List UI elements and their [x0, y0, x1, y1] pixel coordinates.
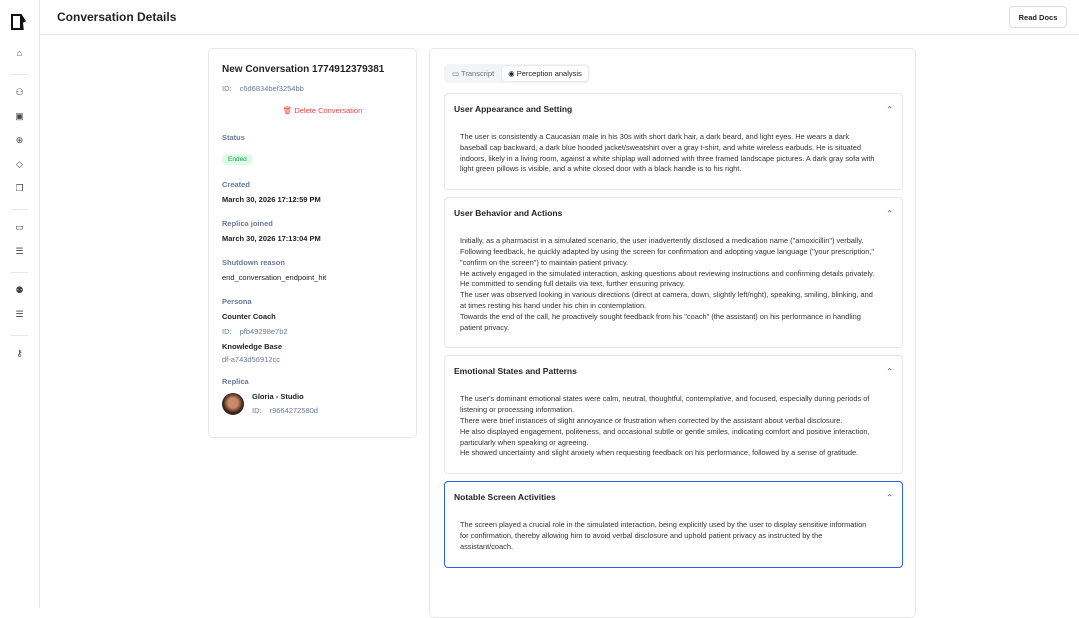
persona-id [222, 327, 403, 336]
read-docs-button[interactable]: Read Docs [1009, 6, 1067, 28]
divider [11, 209, 28, 210]
section-body [445, 124, 890, 189]
created-label: Created [222, 180, 250, 189]
section-line: Following feedback, he quickly adapted by using the screen for confirmation and adopting vague language ("your prescription," "confirm on the screen") to maintain patient privacy. [460, 246, 875, 267]
tab-label: Transcript [461, 69, 495, 78]
chat-icon: ▭ [452, 69, 462, 78]
logo[interactable] [11, 14, 26, 30]
home-icon[interactable]: ⌂ [16, 48, 23, 58]
accordion-header[interactable] [445, 356, 902, 386]
section-title: Notable Screen Activities [454, 492, 556, 503]
divider [11, 272, 28, 273]
divider [11, 335, 28, 336]
replica-info [222, 392, 403, 415]
replica-id-value: r9664272580d [269, 406, 318, 415]
section-line: He committed to sending full details via text, further ensuring privacy. [460, 279, 685, 289]
section-body [445, 512, 890, 566]
replica-id [252, 406, 318, 415]
shapes-icon[interactable]: ◇ [16, 159, 23, 169]
conversation-id [222, 84, 403, 93]
divider [11, 74, 28, 75]
replica-label: Replica [222, 377, 249, 386]
shutdown-value: end_conversation_endpoint_hit [222, 273, 327, 282]
delete-conversation-button[interactable] [263, 106, 363, 115]
gallery-icon[interactable]: ❐ [15, 183, 24, 193]
accordion-header[interactable] [445, 94, 902, 124]
section-line: He also displayed engagement, politeness, and occasional subtle or gentle smiles, indicating comfort and positive interaction, particularly when speaking or agreeing. [460, 426, 870, 447]
section-title: Emotional States and Patterns [454, 366, 577, 377]
persona-name: Counter Coach [222, 312, 276, 321]
section-line: He actively engaged in the simulated interaction, asking questions about reviewing instructions and confirming details privately. [460, 268, 875, 278]
delete-label: Delete Conversation [294, 106, 363, 115]
chat-plus-icon[interactable]: ⊕ [15, 135, 24, 145]
key-icon[interactable]: ⚷ [16, 348, 23, 358]
eye-icon: ◉ [508, 69, 517, 78]
list-icon[interactable]: ☰ [15, 309, 24, 319]
tab-bar [444, 64, 590, 83]
tab-transcript[interactable] [446, 66, 500, 81]
avatar [222, 393, 244, 415]
replica-joined-label: Replica joined [222, 219, 273, 228]
knowledge-base-id: df-a743d56912cc [222, 355, 280, 364]
trash-icon: 🗑 [282, 106, 295, 115]
sections-list [444, 93, 901, 568]
replica-joined-value: March 30, 2026 17:13:04 PM [222, 234, 321, 243]
persona-label: Persona [222, 297, 252, 306]
users-icon[interactable]: ⚉ [15, 285, 24, 295]
section-body [445, 228, 890, 347]
shutdown-label: Shutdown reason [222, 258, 285, 267]
chevron-up-icon[interactable]: ⌃ [886, 492, 893, 502]
chevron-up-icon[interactable]: ⌃ [886, 104, 893, 114]
tab-label: Perception analysis [516, 69, 582, 78]
page-title: Conversation Details [57, 10, 177, 24]
chevron-up-icon[interactable]: ⌃ [886, 366, 893, 376]
section-line: There were brief instances of slight annoyance or frustration when corrected by the assistant about verbal disclosure. [460, 415, 843, 425]
sidebar [0, 0, 40, 608]
section-title: User Appearance and Setting [454, 104, 573, 114]
list-settings-icon[interactable]: ☰ [15, 246, 24, 256]
section-line: Towards the end of the call, he proactively sought feedback from his "coach" (the assistant) on his performance in handling patient privacy. [460, 311, 861, 332]
analysis-card [429, 48, 916, 618]
accordion-section [444, 197, 903, 348]
user-plus-icon[interactable]: ⚇ [15, 87, 24, 97]
section-line: Initially, as a pharmacist in a simulated scenario, the user inadvertently disclosed a medication name ("amoxicillin") verbally. [460, 236, 864, 246]
contact-card-icon[interactable]: ▣ [15, 111, 24, 121]
conversation-title: New Conversation 1774912379381 [222, 64, 385, 75]
id-label: ID: [222, 84, 232, 93]
conversation-info-card [208, 48, 417, 438]
persona-id-value: pfb49298e7b2 [239, 327, 288, 336]
status-badge: Ended [222, 154, 253, 165]
section-line: The user was observed looking in various directions (direct at camera, down, slightly left/right), speaking, smiling, blinking, and at times resting his hand under his chin in contemplation. [460, 290, 873, 310]
id-label: ID: [252, 406, 262, 415]
tab-perception-analysis[interactable] [502, 66, 588, 81]
section-line: He showed uncertainty and slight anxiety when requesting feedback on his performance, followed by a sense of gratitude. [460, 448, 859, 458]
knowledge-base-label: Knowledge Base [222, 342, 283, 351]
chevron-up-icon[interactable]: ⌃ [886, 208, 893, 218]
accordion-section [444, 481, 903, 567]
id-label: ID: [222, 327, 232, 336]
section-line: The user is consistently a Caucasian male in his 30s with short dark hair, a dark beard, and light eyes. He wears a dark baseball cap backward, a dark blue hooded jacket/sweatshirt over a gray t-shirt, and white wireless earbuds. He is situated indoors, likely in a living room, against a white shiplap wall adorned with three framed landscape pictures. A dark gray sofa with light green pillows is visible, and a white closed door with a black handle is to his right. [460, 132, 875, 174]
accordion-header[interactable] [445, 482, 902, 512]
accordion-section [444, 93, 903, 190]
accordion-header[interactable] [445, 198, 902, 228]
created-value: March 30, 2026 17:12:59 PM [222, 195, 321, 204]
section-line: The user's dominant emotional states were calm, neutral, thoughtful, contemplative, and focused, especially during periods of listening or processing information. [460, 394, 870, 415]
id-value: c6d6834bef3254bb [239, 84, 304, 93]
header [40, 0, 1079, 35]
section-line: The screen played a crucial role in the simulated interaction, being explicitly used by the user to display sensitive information for confirmation, thereby allowing him to avoid verbal disclosure and uphold patient privacy as instructed by the assistant/coach. [460, 520, 867, 551]
accordion-section [444, 355, 903, 474]
section-title: User Behavior and Actions [454, 208, 563, 219]
replica-name: Gloria - Studio [252, 392, 304, 401]
status-label: Status [222, 133, 245, 142]
video-icon[interactable]: ▭ [15, 222, 24, 232]
section-body [445, 386, 890, 473]
